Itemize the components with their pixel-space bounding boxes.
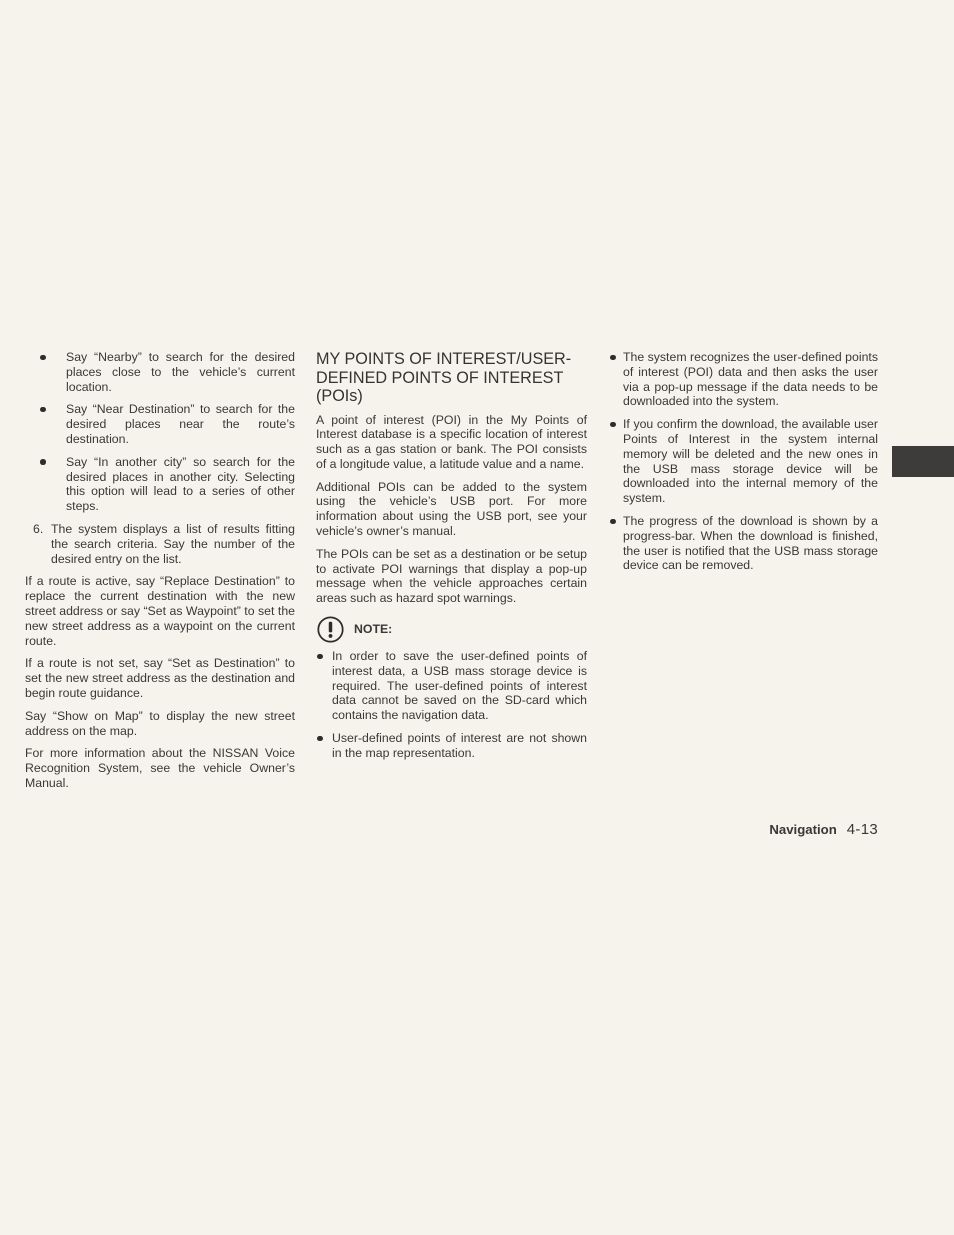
- bullet-text: Say “Nearby” to search for the desired places close to the vehicle’s current location.: [66, 350, 295, 394]
- bullet-item: [316, 649, 587, 723]
- note-callout: [316, 614, 587, 644]
- voice-command-bullet-list: [25, 350, 295, 514]
- paragraph: If a route is active, say “Replace Destination” to replace the current destination with the new street address or say “Set as Waypoint” to set the new street address as a waypoint on the current route.: [25, 574, 295, 648]
- bullet-text: If you confirm the download, the available user Points of Interest in the system internal memory will be deleted and the new ones in the USB mass storage device will be downloaded into the internal memory of the system.: [623, 417, 878, 506]
- exclamation-circle-icon: [316, 615, 345, 644]
- bullet-dot: [610, 355, 616, 361]
- page-footer: [769, 822, 878, 838]
- left-column: [25, 350, 295, 799]
- bullet-text: In order to save the user-defined points of interest data, a USB mass storage device is required. The user-defined points of interest data cannot be saved on the SD-card which contains the navigation data.: [332, 649, 587, 723]
- bullet-item: [25, 402, 295, 446]
- paragraph: The POIs can be set as a destination or be setup to activate POI warnings that display a pop-up message when the vehicle approaches certain areas such as hazard spot warnings.: [316, 546, 587, 606]
- paragraph: Say “Show on Map” to display the new street address on the map.: [25, 708, 295, 738]
- paragraph: A point of interest (POI) in the My Points of Interest database is a specific location of interest such as a gas station or bank. The POI consists of a longitude value, a latitude value and a name.: [316, 412, 587, 471]
- paragraph: For more information about the NISSAN Voice Recognition System, see the vehicle Owner’s Manual.: [25, 746, 295, 790]
- bullet-dot: [317, 654, 323, 660]
- bullet-item: [623, 350, 878, 409]
- bullet-item: [623, 514, 878, 573]
- note-bullet-list: [316, 649, 587, 761]
- right-column: [623, 350, 878, 581]
- bullet-item: [623, 417, 878, 506]
- middle-column: [316, 350, 587, 769]
- section-heading: MY POINTS OF INTEREST/USER-DEFINED POINTS OF INTEREST (POIs): [316, 350, 572, 405]
- bullet-text: The system recognizes the user-defined points of interest (POI) data and then asks the user via a pop-up message if the data needs to be downloaded into the system.: [623, 350, 878, 409]
- bullet-text: Say “Near Destination” to search for the desired places near the route’s destination.: [66, 402, 295, 446]
- bullet-dot: [40, 459, 46, 465]
- bullet-text: User-defined points of interest are not shown in the map representation.: [332, 731, 587, 760]
- bullet-dot: [317, 736, 323, 742]
- step-number: 6.: [33, 521, 44, 536]
- paragraph: Additional POIs can be added to the system using the vehicle’s USB port. For more information about using the USB port, see your vehicle’s owner’s manual.: [316, 479, 587, 539]
- step-text: The system displays a list of results fitting the search criteria. Say the number of the desired entry on the list.: [51, 521, 295, 566]
- bullet-text: Say “In another city” so search for the desired places in another city. Selecting this option will lead to a series of other steps.: [66, 454, 295, 514]
- bullet-dot: [40, 407, 46, 413]
- note-label: NOTE:: [354, 621, 393, 636]
- chapter-edge-tab: [892, 446, 954, 477]
- numbered-step: [25, 522, 295, 566]
- footer-section-title: Navigation: [769, 822, 837, 837]
- download-bullet-list: [623, 350, 878, 573]
- bullet-dot: [610, 422, 616, 428]
- page-number: 4-13: [846, 821, 878, 838]
- paragraph: If a route is not set, say “Set as Destination” to set the new street address as the destination and begin route guidance.: [25, 656, 295, 700]
- bullet-dot: [40, 355, 46, 361]
- bullet-dot: [610, 519, 616, 525]
- bullet-item: [316, 731, 587, 761]
- bullet-item: [25, 455, 295, 514]
- bullet-text: The progress of the download is shown by a progress-bar. When the download is finished, the user is notified that the USB mass storage device can be removed.: [623, 513, 878, 573]
- bullet-item: [25, 350, 295, 394]
